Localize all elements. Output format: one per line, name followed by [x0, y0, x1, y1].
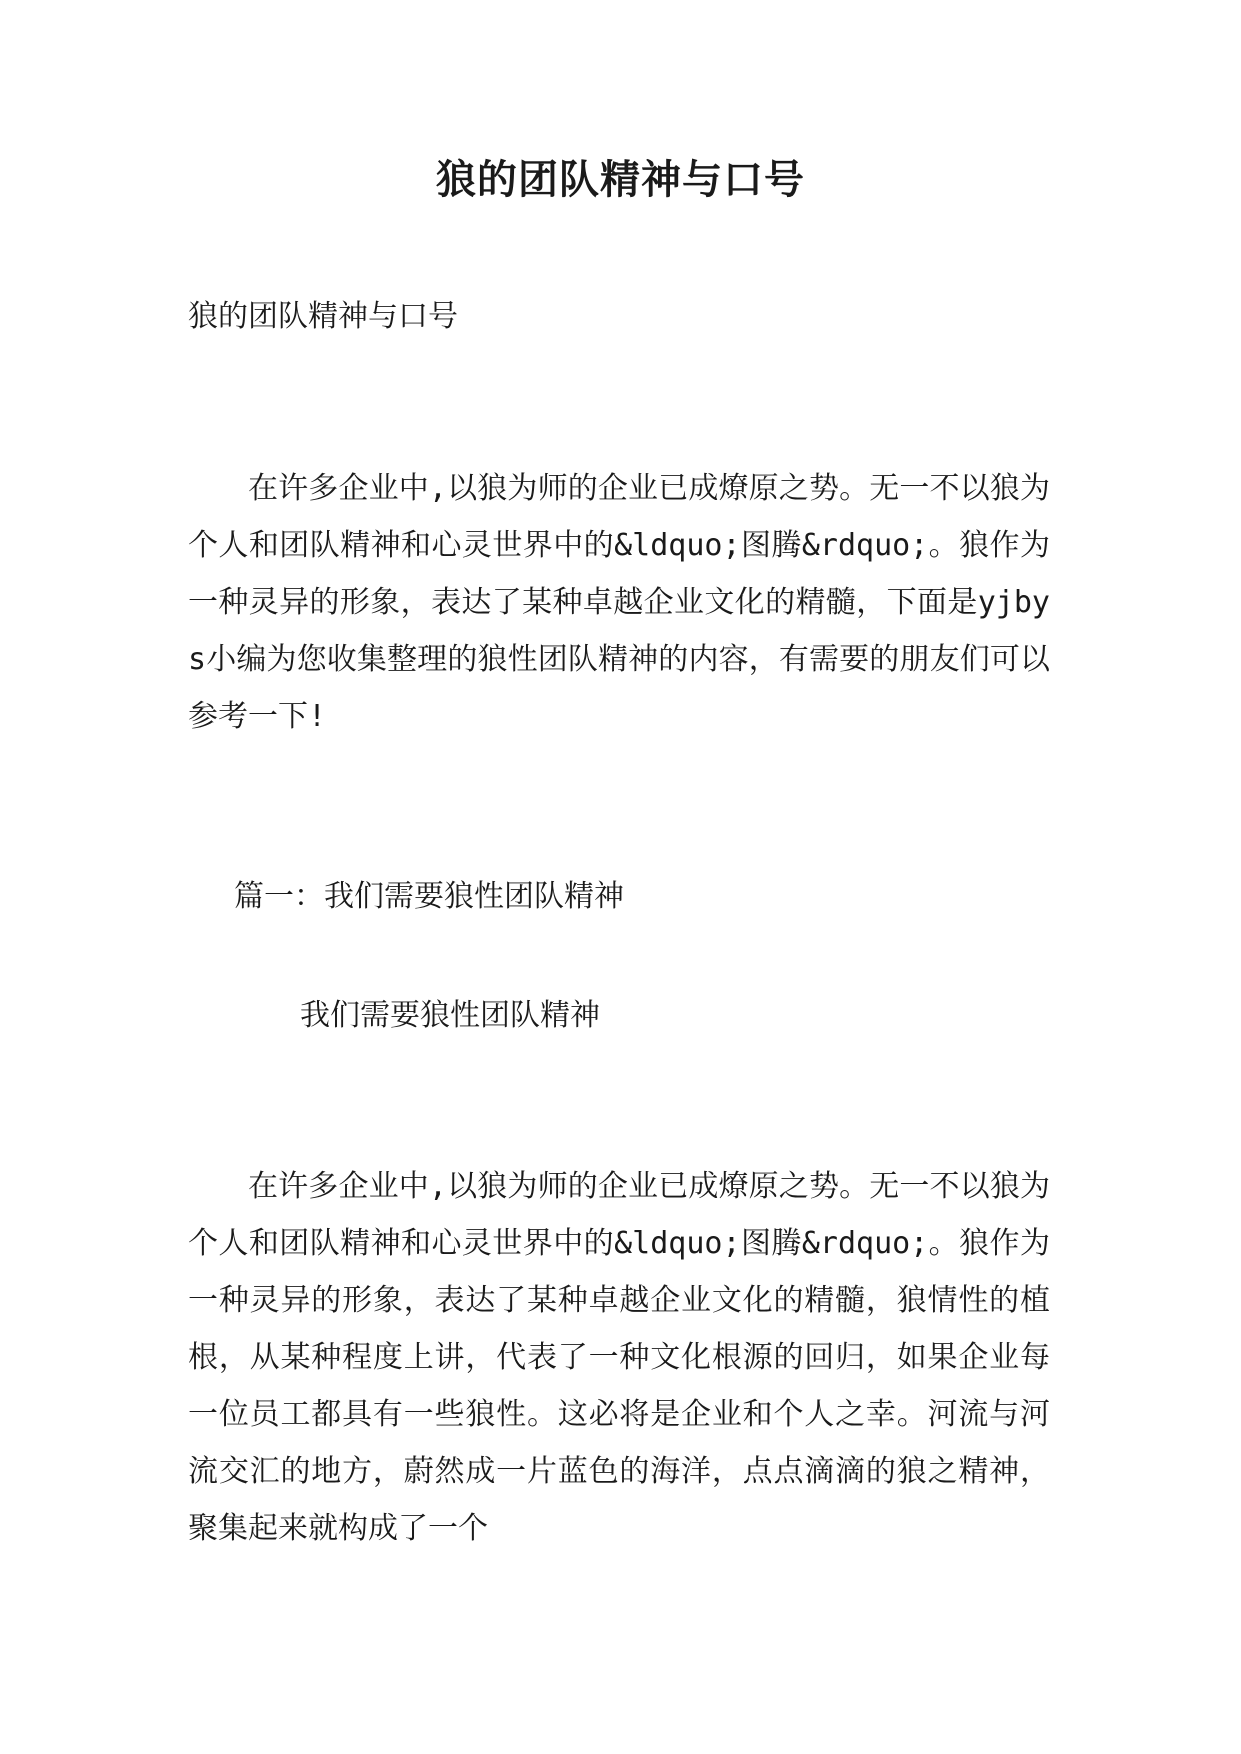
document-title: 狼的团队精神与口号 [436, 156, 805, 203]
document-subtitle: 狼的团队精神与口号 [188, 299, 458, 334]
chapter-subheading: 我们需要狼性团队精神 [300, 998, 600, 1033]
intro-paragraph: 在许多企业中,以狼为师的企业已成燎原之势。无一不以狼为个人和团队精神和心灵世界中的&ldquo;图腾&rdquo;。狼作为一种灵异的形象，表达了某种卓越企业文化的精髓，下面是yjbys小编为您收集整理的狼性团队精神的内容，有需要的朋友们可以参考一下! [188, 471, 1050, 734]
chapter-heading: 篇一：我们需要狼性团队精神 [234, 879, 624, 914]
body-paragraph: 在许多企业中,以狼为师的企业已成燎原之势。无一不以狼为个人和团队精神和心灵世界中的&ldquo;图腾&rdquo;。狼作为一种灵异的形象，表达了某种卓越企业文化的精髓，狼情性的植根，从某种程度上讲，代表了一种文化根源的回归，如果企业每一位员工都具有一些狼性。这必将是企业和个人之幸。河流与河流交汇的地方，蔚然成一片蓝色的海洋，点点滴滴的狼之精神，聚集起来就构成了一个 [188, 1169, 1050, 1546]
